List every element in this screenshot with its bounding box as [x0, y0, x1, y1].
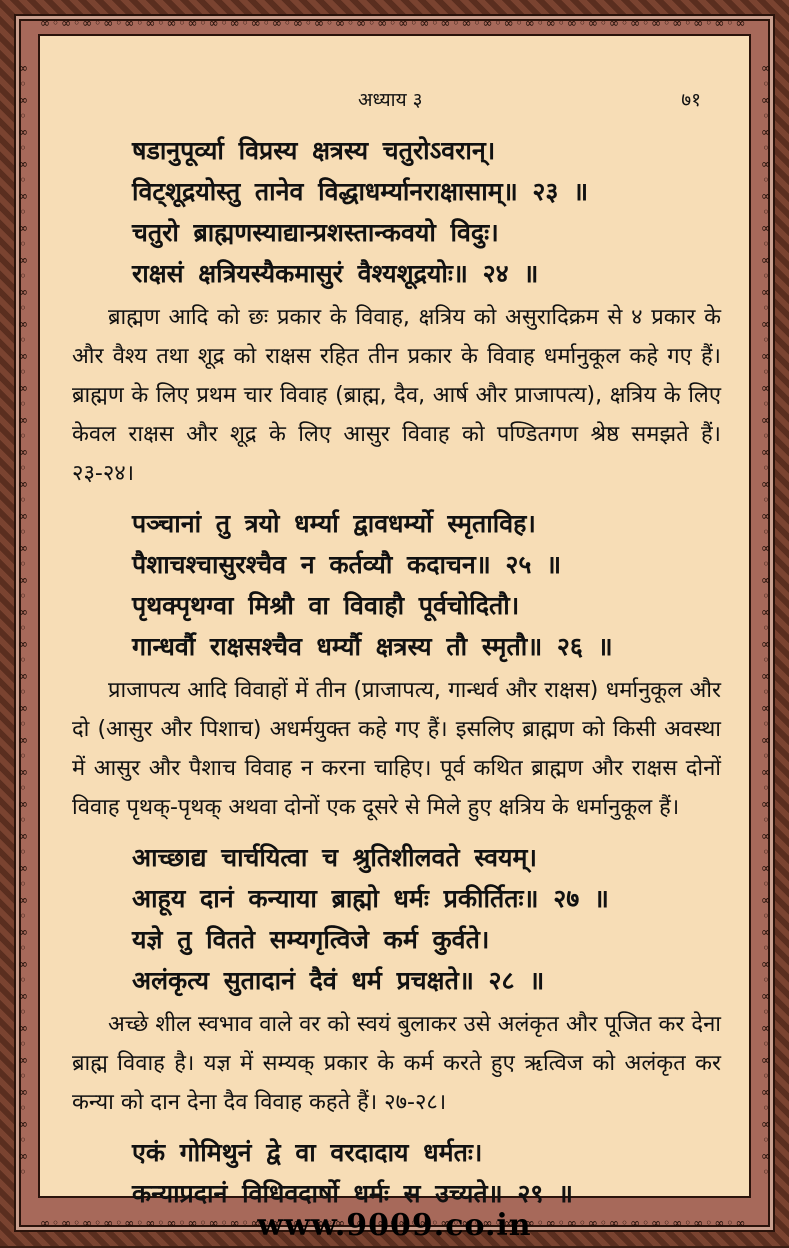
page-number: ७१ — [681, 86, 701, 112]
footer-url[interactable]: www.9009.co.in — [0, 1208, 789, 1248]
page-content — [72, 130, 721, 1214]
verse-block — [132, 1132, 721, 1214]
ornament-top: ∞◦∞◦∞◦∞◦∞◦∞◦∞◦∞◦∞◦∞◦∞◦∞◦∞◦∞◦∞◦∞◦∞◦∞◦∞◦∞◦∞◦∞◦∞◦∞◦∞◦∞◦∞◦∞◦∞◦∞◦∞◦∞◦∞◦∞ — [40, 16, 749, 30]
verse-line: चतुरो ब्राह्मणस्याद्यान्प्रशस्तान्कवयो विदुः। — [132, 212, 721, 253]
verse-line: आहूय दानं कन्याया ब्राह्मो धर्मः प्रकीर्तितः॥ २७ ॥ — [132, 878, 721, 919]
verse-block — [132, 837, 721, 1001]
verse-block — [132, 503, 721, 667]
chapter-title: अध्याय ३ — [358, 86, 423, 112]
commentary-paragraph: ब्राह्मण आदि को छः प्रकार के विवाह, क्षत्रिय को असुरादिक्रम से ४ प्रकार के और वैश्य तथा शूद्र को राक्षस रहित तीन प्रकार के विवाह धर्मानुकूल कहे गए हैं। ब्राह्मण के लिए प्रथम चार विवाह (ब्राह्म, दैव, आर्ष और प्राजापत्य), क्षत्रिय के लिए केवल राक्षस और शूद्र के लिए आसुर विवाह को पण्डितगण श्रेष्ठ समझते हैं। २३-२४। — [72, 298, 721, 493]
book-page — [38, 34, 751, 1198]
ornament-right: ∞ ◦ ∞ ◦ ∞ ◦ ∞ ◦ ∞ ◦ ∞ ◦ ∞ ◦ ∞ ◦ ∞ ◦ ∞ ◦ ∞ ◦ ∞ ◦ ∞ ◦ ∞ ◦ ∞ ◦ ∞ ◦ ∞ ◦ ∞ ◦ ∞ ◦ ∞ ◦ ∞ ◦ ∞ ◦ ∞ ◦ ∞ ◦ ∞ ◦ ∞ ◦ ∞ ◦ ∞ ◦ ∞ ◦ ∞ ◦ ∞ ◦ ∞ ◦ ∞ ◦ ∞ ◦ ∞ ◦ — [759, 60, 773, 1186]
verse-line: आच्छाद्य चार्चयित्वा च श्रुतिशीलवते स्वयम्। — [132, 837, 721, 878]
verse-line: षडानुपूर्व्या विप्रस्य क्षत्रस्य चतुरोऽवरान्। — [132, 130, 721, 171]
verse-block — [132, 130, 721, 294]
verse-line: पञ्चानां तु त्रयो धर्म्या द्वावधर्म्यो स्मृताविह। — [132, 503, 721, 544]
ornament-left: ∞ ◦ ∞ ◦ ∞ ◦ ∞ ◦ ∞ ◦ ∞ ◦ ∞ ◦ ∞ ◦ ∞ ◦ ∞ ◦ ∞ ◦ ∞ ◦ ∞ ◦ ∞ ◦ ∞ ◦ ∞ ◦ ∞ ◦ ∞ ◦ ∞ ◦ ∞ ◦ ∞ ◦ ∞ ◦ ∞ ◦ ∞ ◦ ∞ ◦ ∞ ◦ ∞ ◦ ∞ ◦ ∞ ◦ ∞ ◦ ∞ ◦ ∞ ◦ ∞ ◦ ∞ ◦ ∞ ◦ — [16, 60, 30, 1186]
commentary-paragraph: प्राजापत्य आदि विवाहों में तीन (प्राजापत्य, गान्धर्व और राक्षस) धर्मानुकूल और दो (आसुर और पिशाच) अधर्मयुक्त कहे गए हैं। इसलिए ब्राह्मण को किसी अवस्था में आसुर और पैशाच विवाह न करना चाहिए। पूर्व कथित ब्राह्मण और राक्षस दोनों विवाह पृथक्-पृथक् अथवा दोनों एक दूसरे से मिले हुए क्षत्रिय के धर्मानुकूल हैं। — [72, 671, 721, 827]
commentary-paragraph: अच्छे शील स्वभाव वाले वर को स्वयं बुलाकर उसे अलंकृत और पूजित कर देना ब्राह्म विवाह है। यज्ञ में सम्यक् प्रकार के कर्म करते हुए ऋत्विज को अलंकृत कर कन्या को दान देना दैव विवाह कहते हैं। २७-२८। — [72, 1005, 721, 1122]
verse-line: पृथक्पृथग्वा मिश्रौ वा विवाहौ पूर्वचोदितौ। — [132, 585, 721, 626]
verse-line: एकं गोमिथुनं द्वे वा वरदादाय धर्मतः। — [132, 1132, 721, 1173]
verse-line: विट्शूद्रयोस्तु तानेव विद्धाधर्म्यानराक्षासाम्॥ २३ ॥ — [132, 171, 721, 212]
verse-line: कन्याप्रदानं विधिवदार्षो धर्मः स उच्यते॥ २९ ॥ — [132, 1173, 721, 1214]
verse-line: राक्षसं क्षत्रियस्यैकमासुरं वैश्यशूद्रयोः॥ २४ ॥ — [132, 253, 721, 294]
page-header — [40, 86, 749, 116]
verse-line: गान्धर्वौ राक्षसश्चैव धर्म्यौ क्षत्रस्य तौ स्मृतौ॥ २६ ॥ — [132, 626, 721, 667]
verse-line: पैशाचश्चासुरश्चैव न कर्तव्यौ कदाचन॥ २५ ॥ — [132, 544, 721, 585]
verse-line: अलंकृत्य सुतादानं दैवं धर्म प्रचक्षते॥ २८ ॥ — [132, 960, 721, 1001]
ornament-bottom: ∞◦∞◦∞◦∞◦∞◦∞◦∞◦∞◦∞◦∞◦∞◦∞◦∞◦∞◦∞◦∞◦∞◦∞◦∞◦∞◦∞◦∞◦∞◦∞◦∞◦∞◦∞◦∞◦∞◦∞◦∞◦∞◦∞◦∞ — [40, 1216, 749, 1230]
verse-line: यज्ञे तु वितते सम्यगृत्विजे कर्म कुर्वते। — [132, 919, 721, 960]
